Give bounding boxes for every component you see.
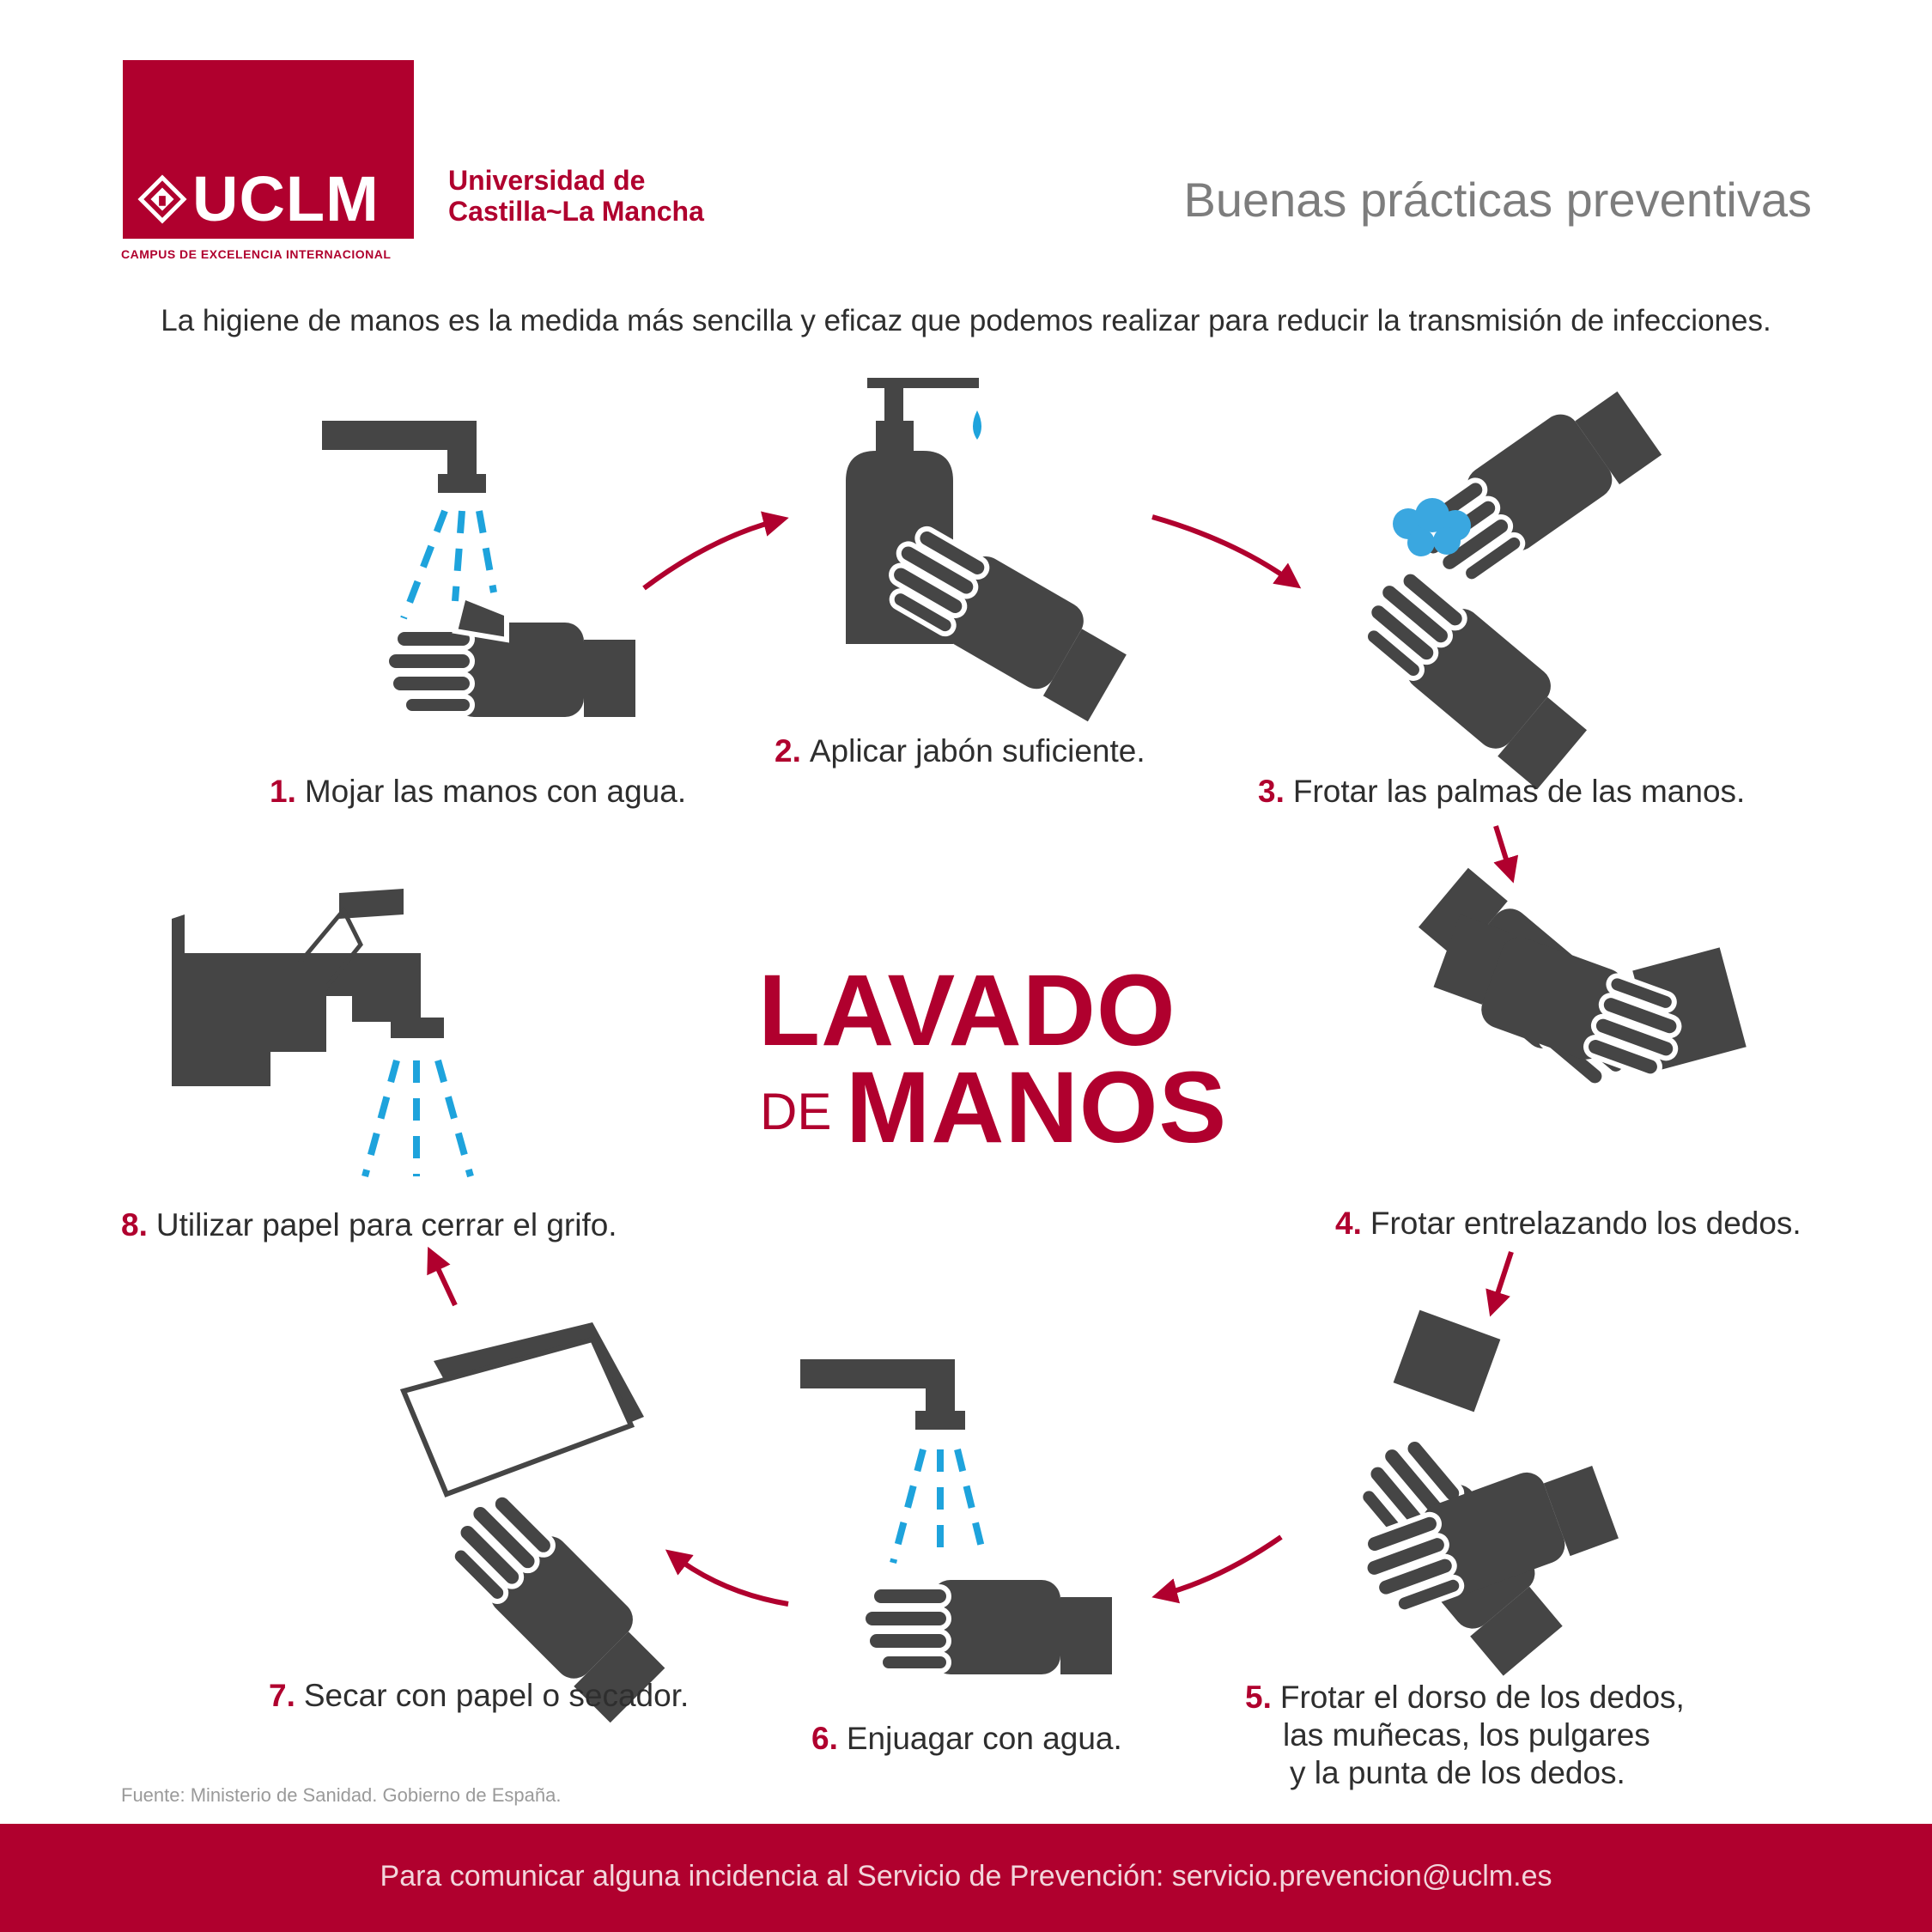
title-lavado: LAVADO (758, 954, 1176, 1067)
paper-towel-icon (404, 1322, 677, 1722)
step3-illustration (1346, 378, 1662, 790)
arrow-icon (1159, 1537, 1281, 1595)
step-3: 3. Frotar las palmas de las manos. (1258, 774, 1746, 809)
step-7: 7. Secar con papel o secador. (269, 1678, 690, 1713)
title-de: DE (760, 1083, 832, 1140)
lower-hand-icon (1346, 557, 1598, 790)
hands-icon (863, 1580, 1112, 1674)
soap-drop-icon (973, 410, 981, 440)
water-icon (893, 1449, 983, 1563)
university-name: Universidad de Castilla~La Mancha (448, 165, 704, 227)
arrow-icon (431, 1254, 455, 1305)
footer-contact: Para comunicar alguna incidencia al Servicio de Prevención: servicio.prevencion@uclm.es (380, 1860, 1552, 1893)
hand-icon (872, 515, 1135, 721)
intro-text: La higiene de manos es la medida más sencilla y eficaz que podemos realizar para reducir la transmisión de infecciones. (161, 304, 1771, 337)
step-8: 8. Utilizar papel para cerrar el grifo. (121, 1207, 617, 1242)
step-4: 4. Frotar entrelazando los dedos. (1335, 1206, 1801, 1241)
step-1: 1. Mojar las manos con agua. (270, 774, 687, 809)
step-6: 6. Enjuagar con agua. (811, 1721, 1122, 1756)
upper-hand-icon (1403, 378, 1662, 598)
interlaced-hands-icon (1407, 868, 1747, 1101)
step-2: 2. Aplicar jabón suficiente. (775, 733, 1145, 769)
step6-illustration (800, 1359, 1112, 1674)
step-5: 5. Frotar el dorso de los dedos, las muñecas, los pulgares y la punta de los dedos. (1245, 1680, 1685, 1790)
arrow-icon (1152, 517, 1295, 584)
step2-illustration (846, 378, 1135, 721)
logo-wordmark: UCLM (137, 165, 412, 234)
arrow-icon (644, 519, 781, 588)
logo-tagline: CAMPUS DE EXCELENCIA INTERNACIONAL (121, 247, 392, 261)
source-note: Fuente: Ministerio de Sanidad. Gobierno de España. (121, 1784, 562, 1806)
hands-icon (386, 597, 635, 717)
step1-illustration (322, 421, 635, 717)
tap-icon (322, 421, 486, 493)
title-manos: MANOS (846, 1051, 1228, 1164)
arrow-icon (1492, 1252, 1511, 1309)
tap-icon (800, 1359, 965, 1430)
page-heading: Buenas prácticas preventivas (1183, 173, 1812, 227)
step5-illustration (1343, 1310, 1619, 1676)
step8-illustration (172, 889, 471, 1176)
arrow-icon (1496, 826, 1511, 876)
water-icon (365, 1060, 471, 1176)
arrow-icon (671, 1554, 788, 1604)
